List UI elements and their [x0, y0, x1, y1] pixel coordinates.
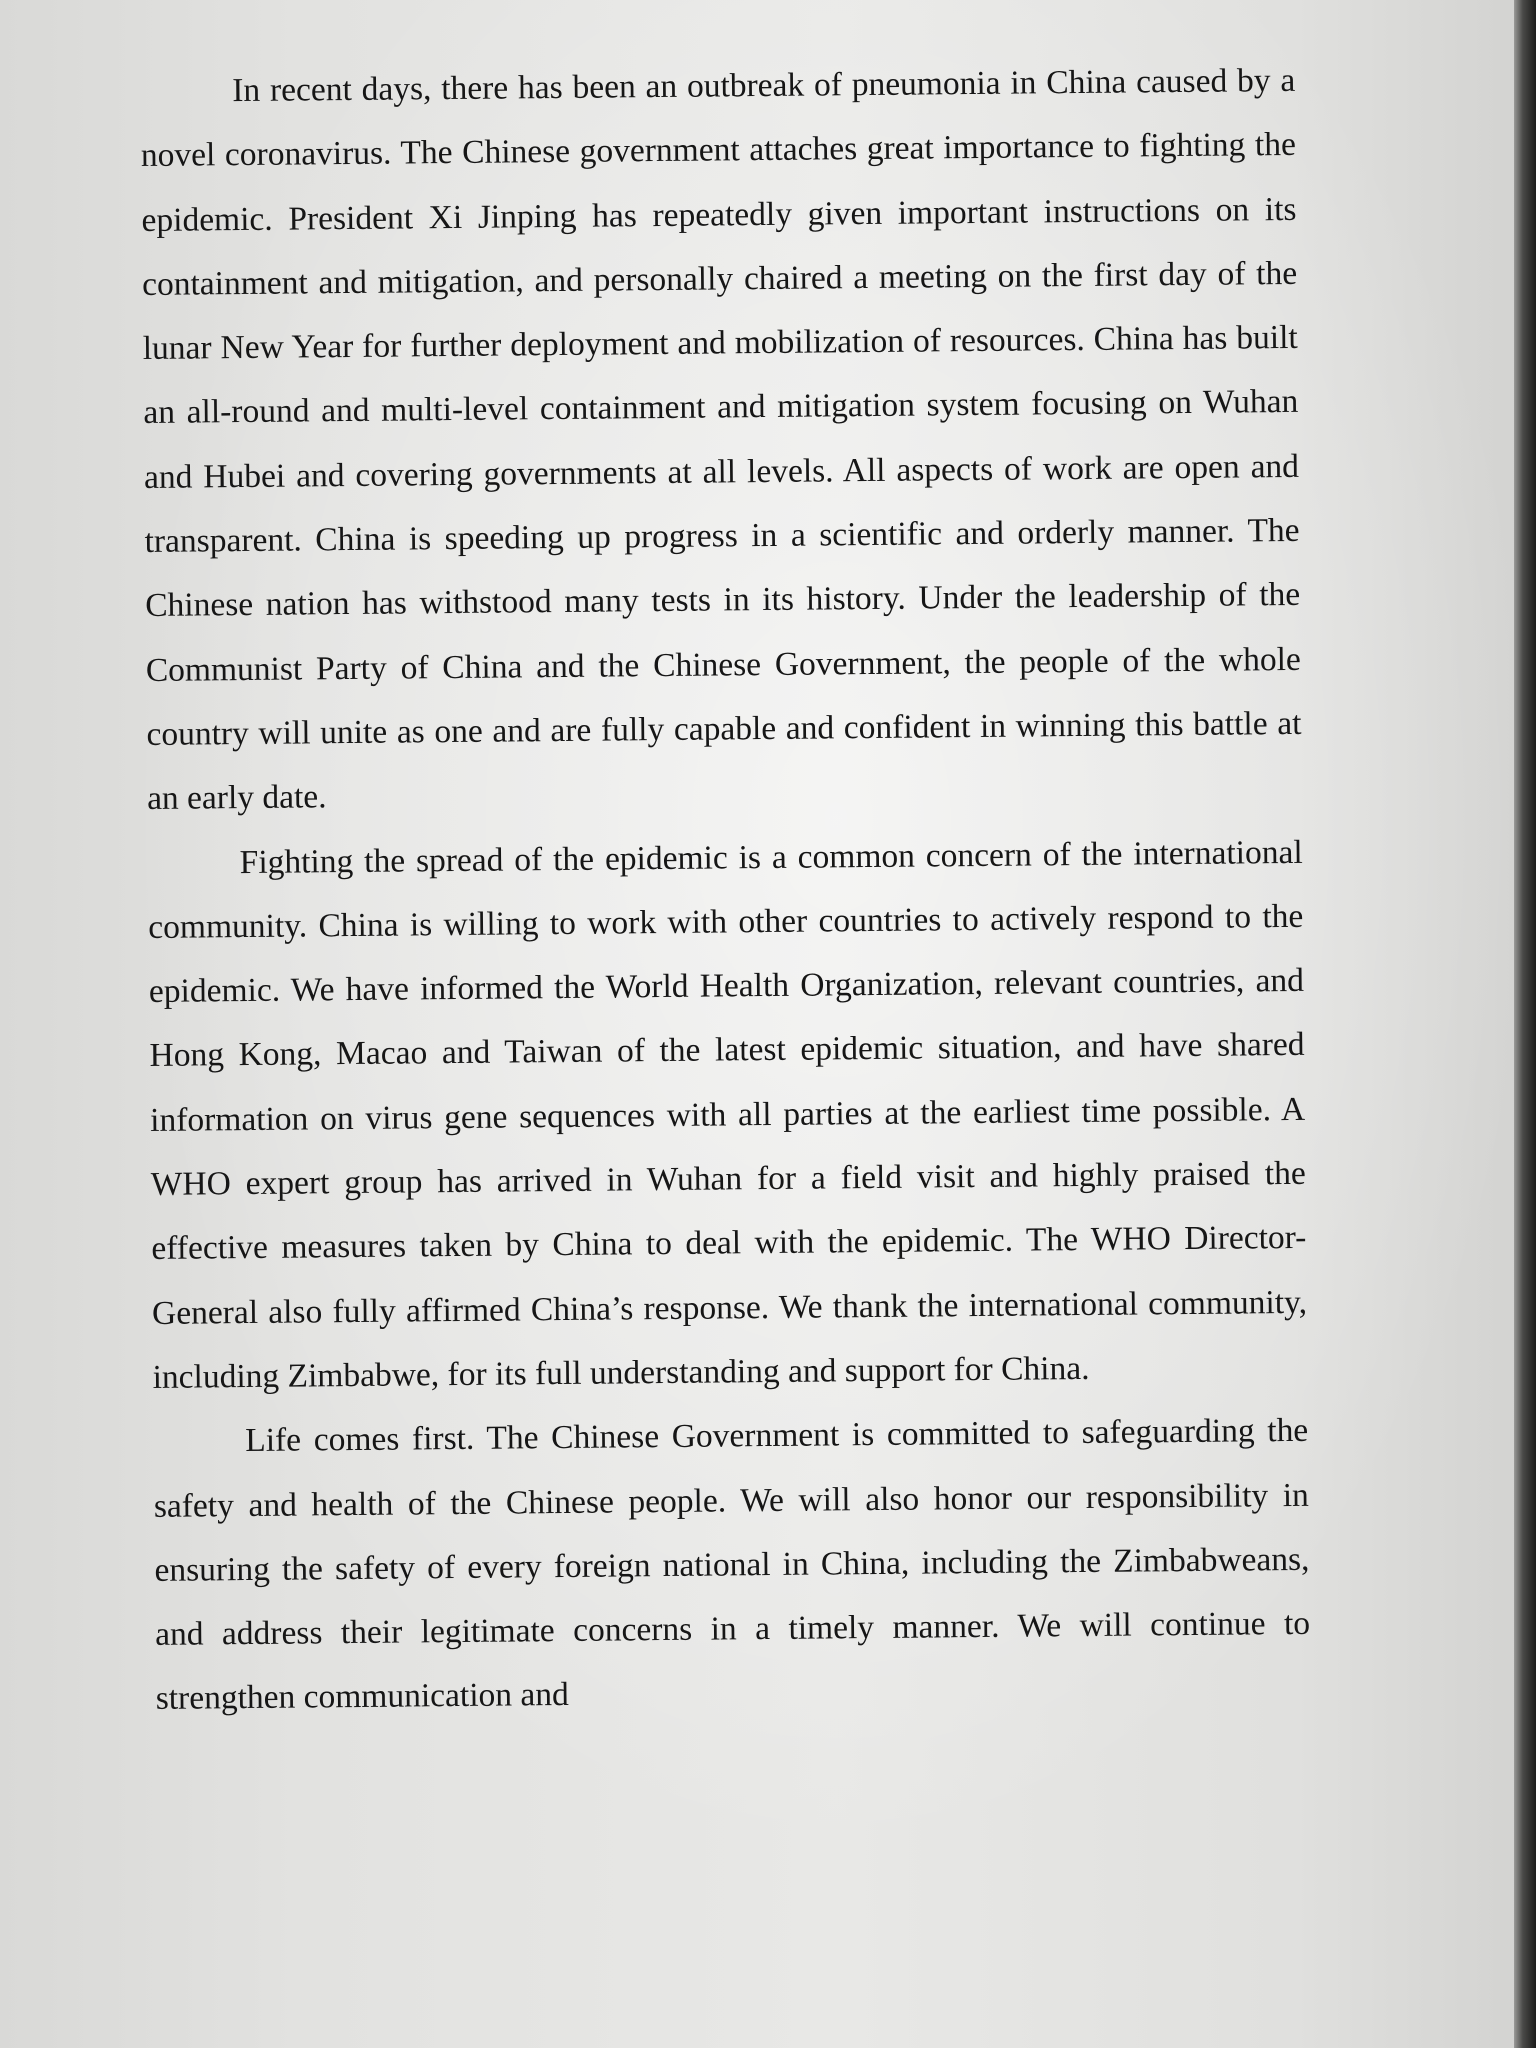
paragraph-international-cooperation: Fighting the spread of the epidemic is a common concern of the international community. China is willing to work with other countries to actively respond to the epidemic. We have informed the World Health Organization, relevant countries, and Hong Kong, Macao and Taiwan of the latest epidemic situation, and have shared information on virus gene sequences with all parties at the earliest time possible. A WHO expert group has arrived in Wuhan for a field visit and highly praised the effective measures taken by China to deal with the epidemic. The WHO Director-General also fully affirmed China’s response. We thank the international community, including Zimbabwe, for its full understanding and support for China. [148, 833, 1308, 1396]
paragraph-outbreak: In recent days, there has been an outbreak of pneumonia in China caused by a novel coronavirus. The Chinese government attaches great importance to fighting the epidemic. President Xi Jinping has repeatedly given important instructions on its containment and mitigation, and personally chaired a meeting on the first day of the lunar New Year for further deployment and mobilization of resources. China has built an all-round and multi-level containment and mitigation system focusing on Wuhan and Hubei and covering governments at all levels. All aspects of work are open and transparent. China is speeding up progress in a scientific and orderly manner. The Chinese nation has withstood many tests in its history. Under the leadership of the Communist Party of China and the Chinese Government, the people of the whole country will unite as one and are fully capable and confident in winning this battle at an early date. [140, 61, 1302, 818]
page-edge-shadow [1514, 0, 1536, 2048]
paragraph-life-comes-first: Life comes first. The Chinese Government is committed to safeguarding the safety and health of the Chinese people. We will also honor our responsibility in ensuring the safety of every foreign national in China, including the Zimbabweans, and address their legitimate concerns in a timely manner. We will continue to strengthen communication and [153, 1412, 1311, 1718]
document-body [140, 49, 1313, 1940]
